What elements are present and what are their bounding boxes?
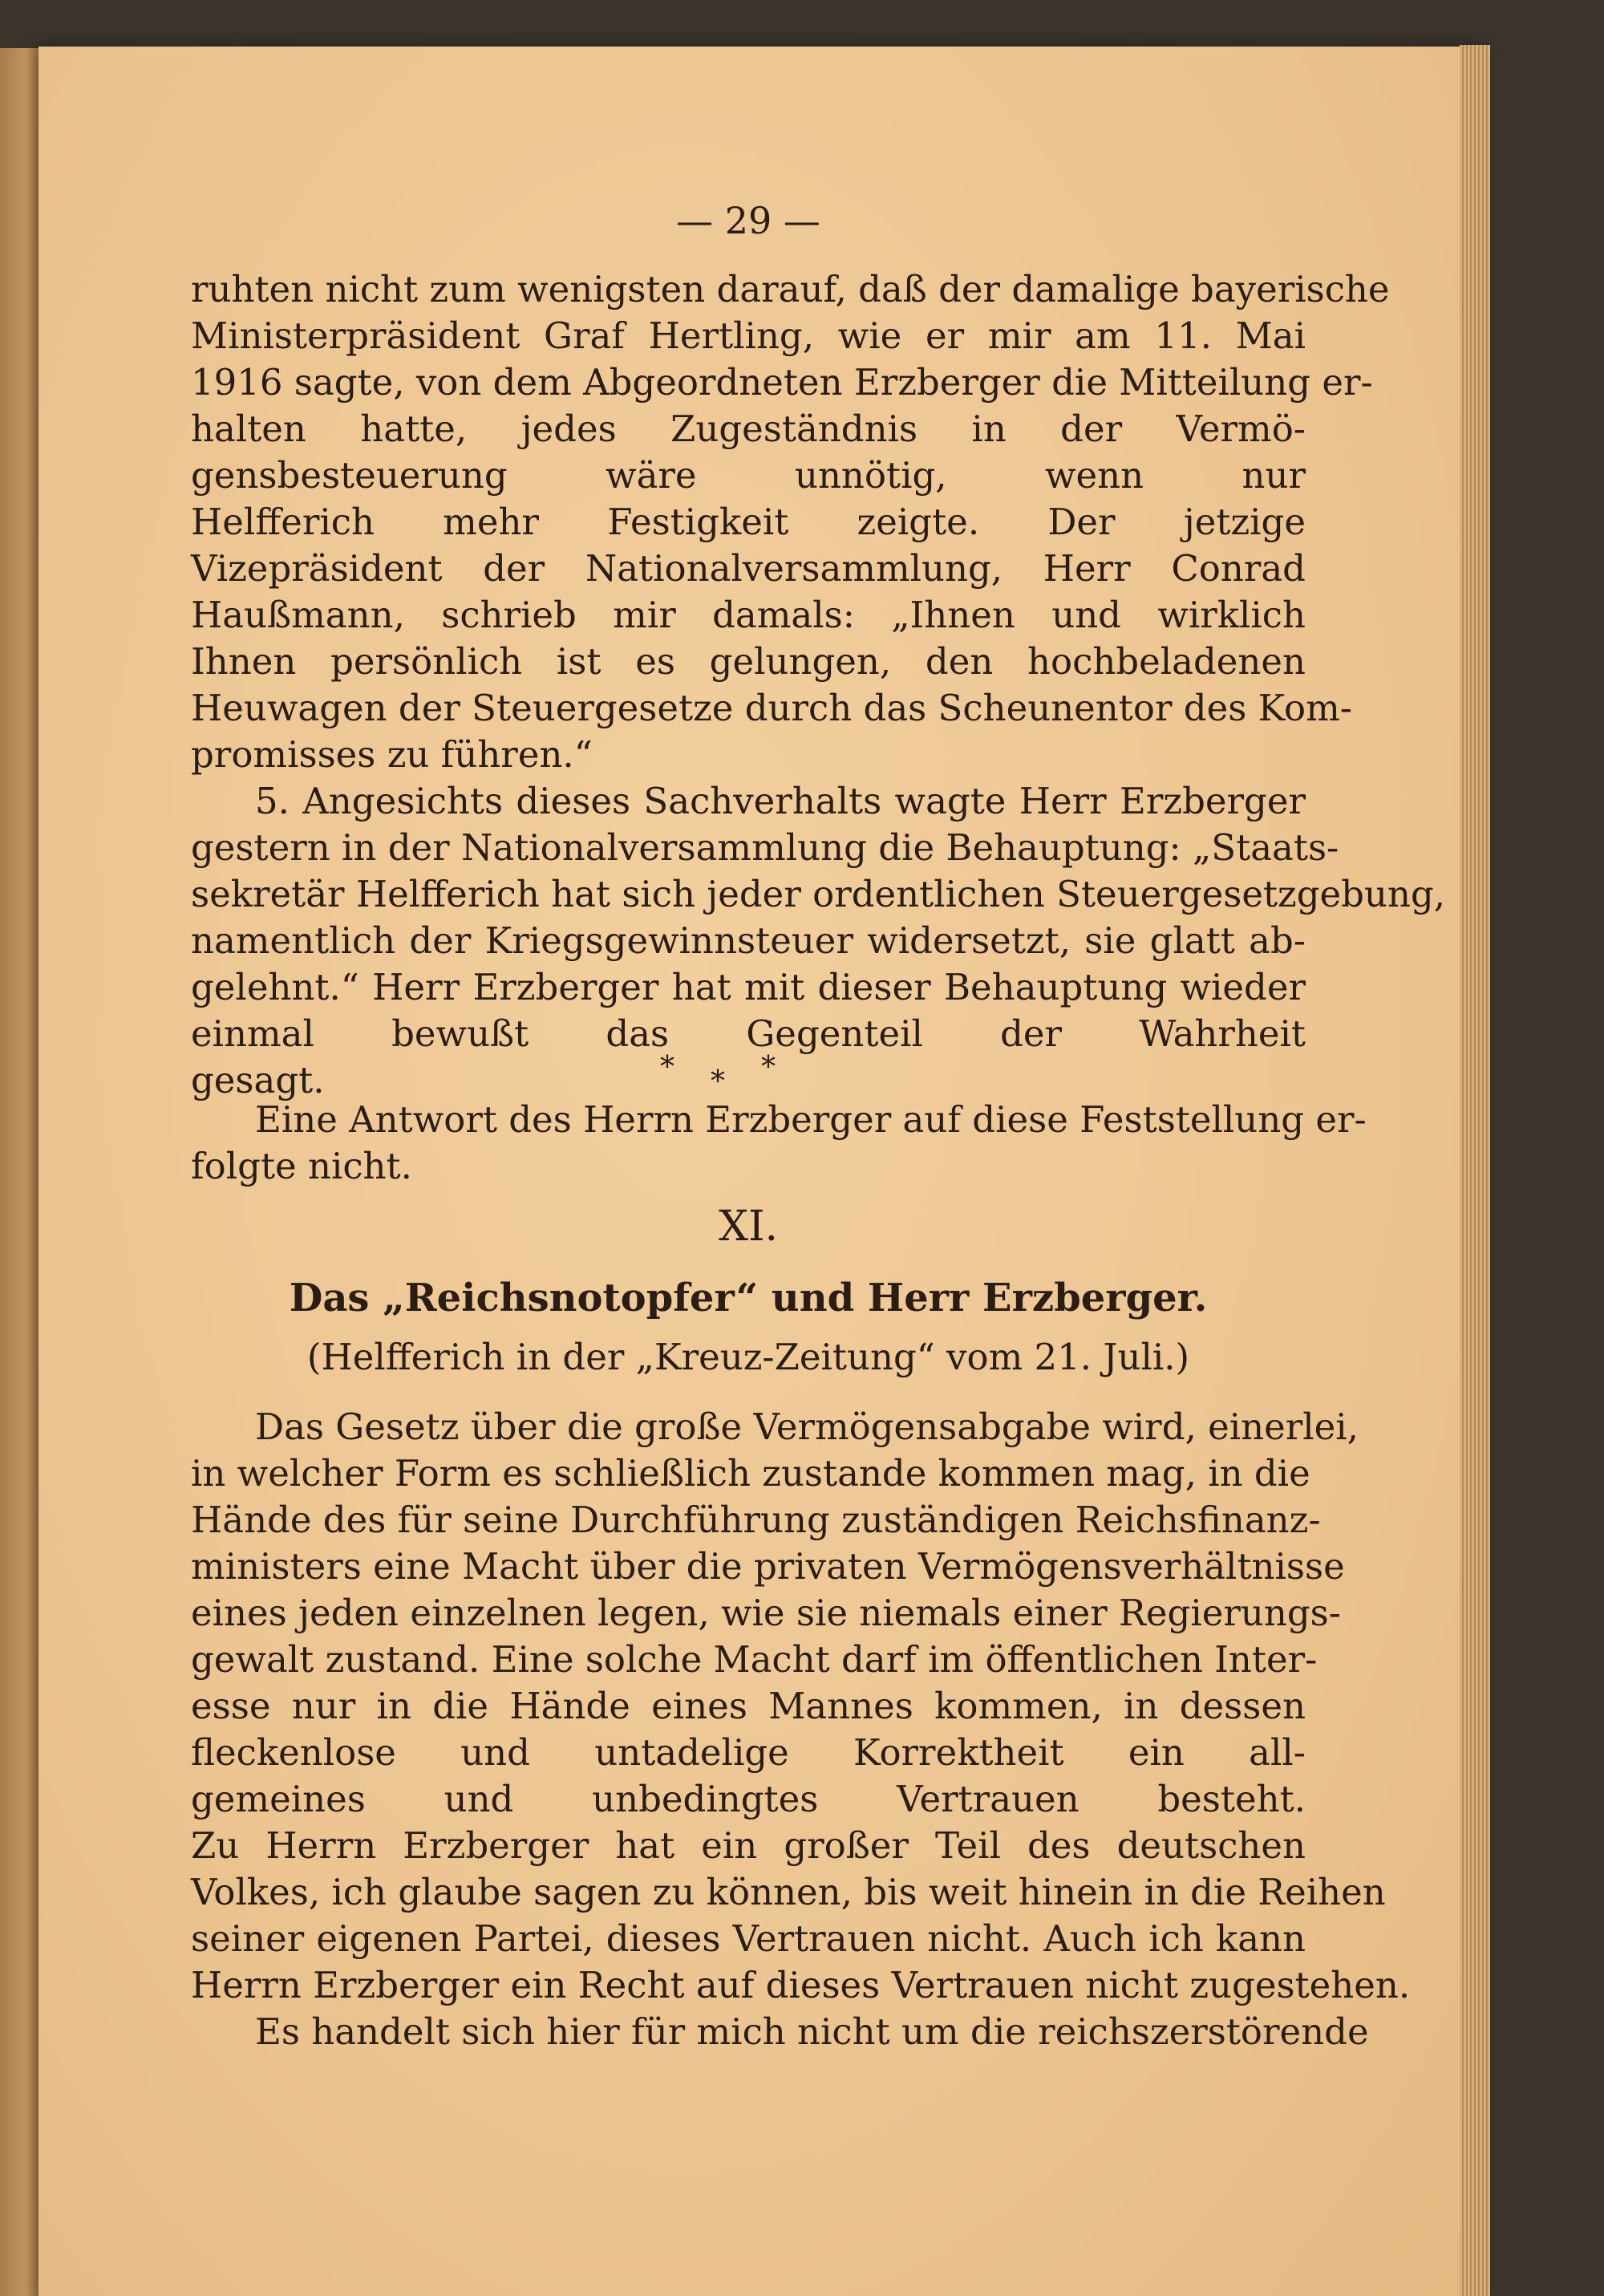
section-subtitle: (Helfferich in der „Kreuz-Zeitung“ vom 21. Juli.) xyxy=(306,1336,1190,1378)
book-page xyxy=(38,47,1482,2296)
text-line: gesagt. xyxy=(191,1059,325,1101)
asterism-star: * xyxy=(711,1065,725,1098)
text-line: Eine Antwort des Herrn Erzberger auf diese Feststellung er- xyxy=(255,1098,1367,1141)
text-line: halten hatte, jedes Zugeständnis in der Vermö- xyxy=(191,408,1306,450)
text-line: Helfferich mehr Festigkeit zeigte. Der jetzige xyxy=(191,501,1306,543)
text-line: esse nur in die Hände eines Mannes kommen, in dessen xyxy=(191,1685,1306,1727)
text-line: Zu Herrn Erzberger hat ein großer Teil des deutschen xyxy=(191,1824,1306,1867)
text-line: Volkes, ich glaube sagen zu können, bis weit hinein in die Reihen xyxy=(191,1871,1386,1913)
text-line: seiner eigenen Partei, dieses Vertrauen nicht. Auch ich kann xyxy=(191,1917,1306,1960)
text-line: Ihnen persönlich ist es gelungen, den hochbeladenen xyxy=(191,640,1306,683)
text-line: promisses zu führen.“ xyxy=(191,733,593,776)
text-line: 5. Angesichts dieses Sachverhalts wagte Herr Erzberger xyxy=(255,780,1306,822)
asterism-star: * xyxy=(660,1051,674,1084)
section-title: Das „Reichsnotopfer“ und Herr Erzberger. xyxy=(289,1276,1208,1320)
text-line: in welcher Form es schließlich zustande kommen mag, in die xyxy=(191,1452,1310,1495)
text-line: eines jeden einzelnen legen, wie sie niemals einer Regierungs- xyxy=(191,1592,1341,1634)
text-line: gestern in der Nationalversammlung die Behauptung: „Staats- xyxy=(191,826,1339,869)
text-line: 1916 sagte, von dem Abgeordneten Erzberger die Mitteilung er- xyxy=(191,361,1373,404)
text-line: gewalt zustand. Eine solche Macht darf im öffentlichen Inter- xyxy=(191,1638,1318,1681)
page-stack-edge xyxy=(1460,45,1490,2296)
text-line: Ministerpräsident Graf Hertling, wie er mir am 11. Mai xyxy=(191,314,1306,357)
asterism-star: * xyxy=(761,1051,776,1084)
text-line: Das Gesetz über die große Vermögensabgabe wird, einerlei, xyxy=(255,1406,1359,1448)
text-line: Haußmann, schrieb mir damals: „Ihnen und wirklich xyxy=(191,594,1306,636)
text-line: folgte nicht. xyxy=(191,1145,412,1187)
text-line: Hände des für seine Durchführung zuständigen Reichsfinanz- xyxy=(191,1499,1321,1541)
text-line: einmal bewußt das Gegenteil der Wahrheit xyxy=(191,1012,1306,1055)
text-line: Vizepräsident der Nationalversammlung, Herr Conrad xyxy=(191,547,1306,590)
text-line: gelehnt.“ Herr Erzberger hat mit dieser Behauptung wieder xyxy=(191,966,1306,1008)
text-line: Herrn Erzberger ein Recht auf dieses Vertrauen nicht zugestehen. xyxy=(191,1964,1411,2006)
text-line: sekretär Helfferich hat sich jeder ordentlichen Steuergesetzgebung, xyxy=(191,873,1446,915)
text-line: gemeines und unbedingtes Vertrauen besteht. xyxy=(191,1778,1306,1820)
text-line: gensbesteuerung wäre unnötig, wenn nur xyxy=(191,454,1306,497)
page-number: — 29 — xyxy=(676,199,820,242)
text-line: Es handelt sich hier für mich nicht um die reichszerstörende xyxy=(255,2010,1369,2053)
text-line: fleckenlose und untadelige Korrektheit ein all- xyxy=(191,1731,1306,1774)
text-line: Heuwagen der Steuergesetze durch das Scheunentor des Kom- xyxy=(191,687,1352,729)
text-line: namentlich der Kriegsgewinnsteuer widersetzt, sie glatt ab- xyxy=(191,919,1306,962)
text-line: ministers eine Macht über die privaten Vermögensverhältnisse xyxy=(191,1545,1345,1588)
text-line: ruhten nicht zum wenigsten darauf, daß der damalige bayerische xyxy=(191,268,1390,310)
section-number: XI. xyxy=(718,1203,779,1251)
